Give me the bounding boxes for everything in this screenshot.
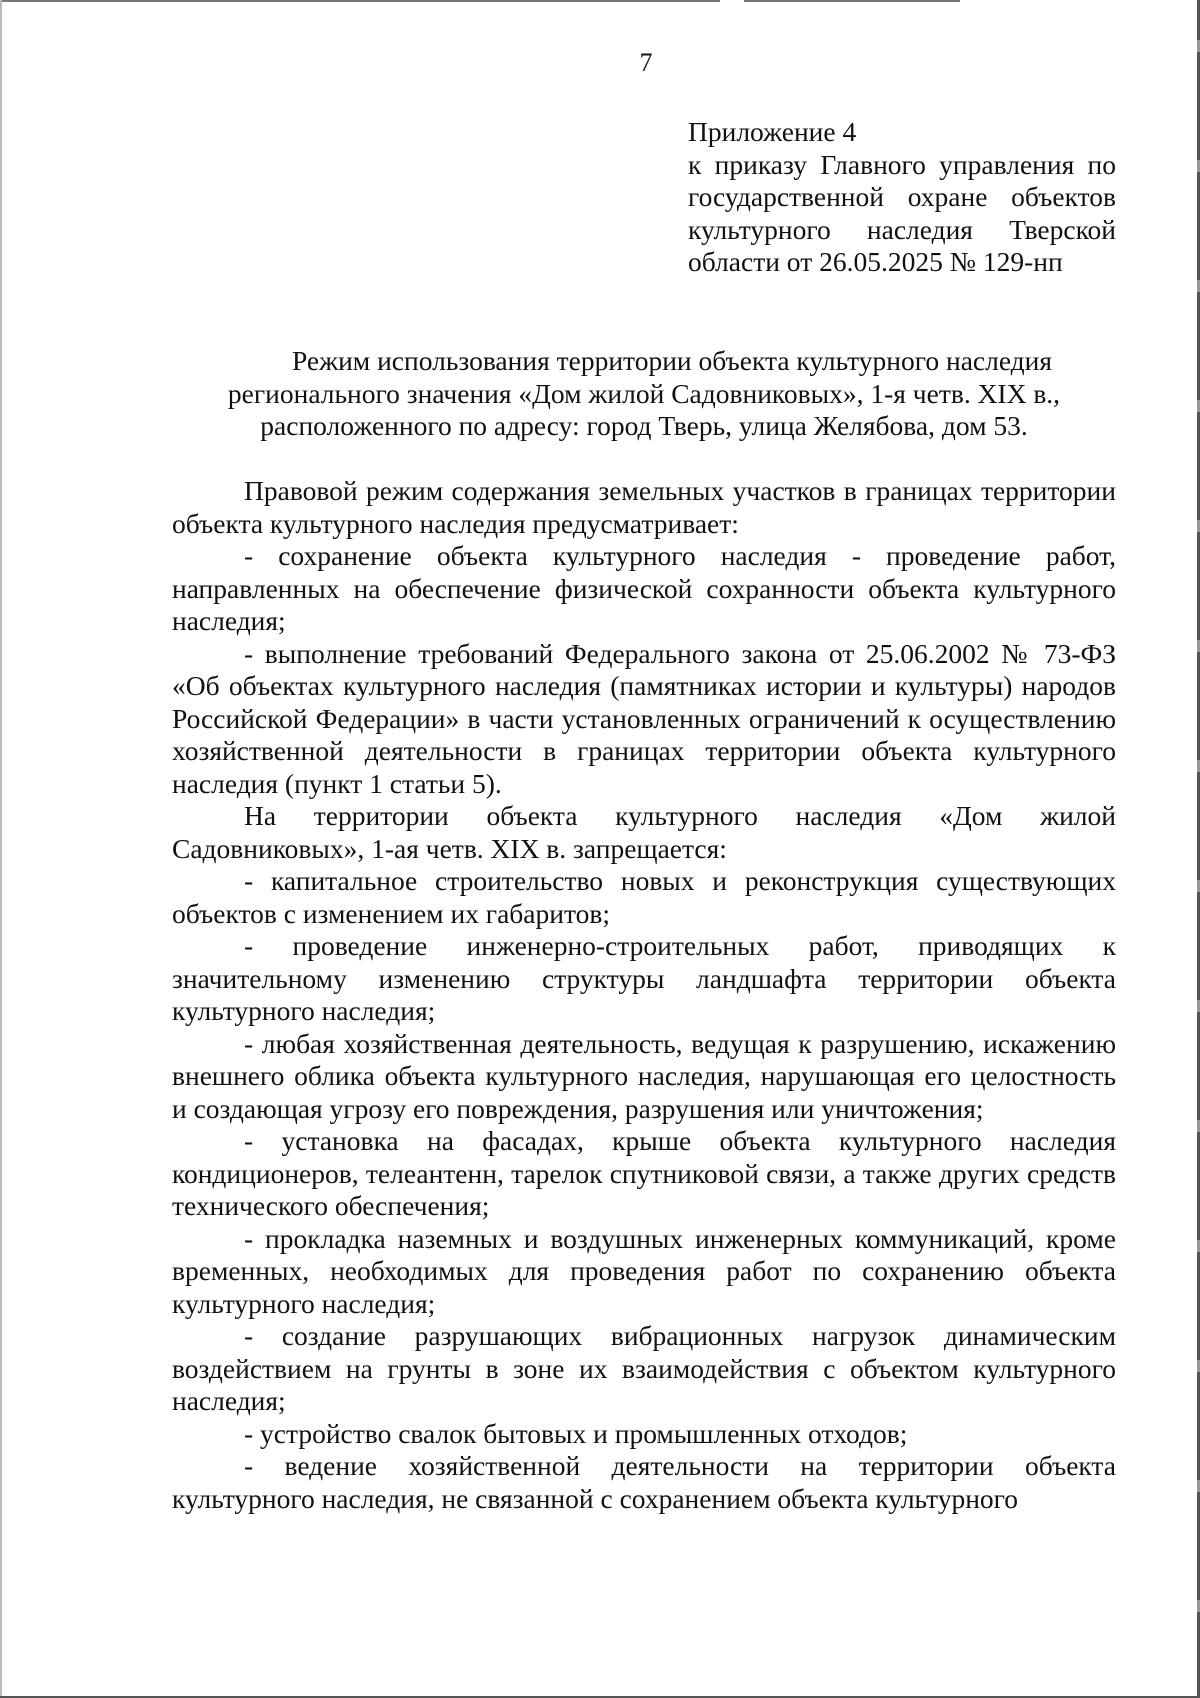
list-item: - создание разрушающих вибрационных нагрузок динамическим воздействием на грунты в зоне их взаимодействия с объектом культурного наследия; xyxy=(172,1320,1116,1416)
appendix-line: культурного наследия Тверской xyxy=(688,213,1116,245)
list-item: - выполнение требований Федерального закона от 25.06.2002 № 73-ФЗ «Об объектах культурного наследия (памятниках истории и культуры) народов Российской Федерации» в части установленных ограничений к осуществлению хозяйственной деятельности в границах территории объекта культурного наследия (пункт 1 статьи 5). xyxy=(172,637,1116,799)
list-item: - проведение инженерно-строительных работ, приводящих к значительному изменению структуры ландшафта территории объекта культурного наследия; xyxy=(172,930,1116,1026)
list-item: - устройство свалок бытовых и промышленных отходов; xyxy=(244,1417,908,1449)
page-number: 7 xyxy=(639,48,653,77)
title-line: регионального значения «Дом жилой Садовниковых», 1-я четв. XIX в., xyxy=(227,377,1061,409)
list-item: - капитальное строительство новых и реконструкция существующих объектов с изменением их габаритов; xyxy=(172,865,1116,929)
appendix-line: к приказу Главного управления по xyxy=(688,148,1116,180)
document-title xyxy=(172,345,1116,443)
document-body xyxy=(172,475,1116,1515)
body-paragraph: Правовой режим содержания земельных участков в границах территории объекта культурного наследия предусматривает: xyxy=(172,475,1116,539)
appendix-line: государственной охране объектов xyxy=(688,181,1116,212)
list-item: - прокладка наземных и воздушных инженерных коммуникаций, кроме временных, необходимых для проведения работ по сохранению объекта культурного наследия; xyxy=(172,1222,1116,1319)
list-item: - сохранение объекта культурного наследия - проведение работ, направленных на обеспечение физической сохранности объекта культурного наследия; xyxy=(172,540,1116,636)
scan-edge-top xyxy=(0,0,1200,2)
title-line: Режим использования территории объекта культурного наследия xyxy=(291,345,1053,376)
list-item: - ведение хозяйственной деятельности на территории объекта культурного наследия, не связанной с сохранением объекта культурного xyxy=(172,1450,1116,1514)
list-item: - любая хозяйственная деятельность, ведущая к разрушению, искажению внешнего облика объекта культурного наследия, нарушающая его целостность и создающая угрозу его повреждения, разрушения или уничтожения; xyxy=(172,1027,1116,1124)
body-paragraph: На территории объекта культурного наследия «Дом жилой Садовниковых», 1-ая четв. XIX в. запрещается: xyxy=(172,800,1116,864)
title-line: расположенного по адресу: город Тверь, улица Желябова, дом 53. xyxy=(260,410,1028,441)
appendix-line: Приложение 4 xyxy=(688,116,857,147)
list-item: - установка на фасадах, крыше объекта культурного наследия кондиционеров, телеантенн, тарелок спутниковой связи, а также других средств технического обеспечения; xyxy=(172,1125,1116,1221)
appendix-line: области от 26.05.2025 № 129-нп xyxy=(688,246,1063,277)
appendix-header xyxy=(688,116,1116,279)
scan-edge-left xyxy=(0,0,2,1698)
